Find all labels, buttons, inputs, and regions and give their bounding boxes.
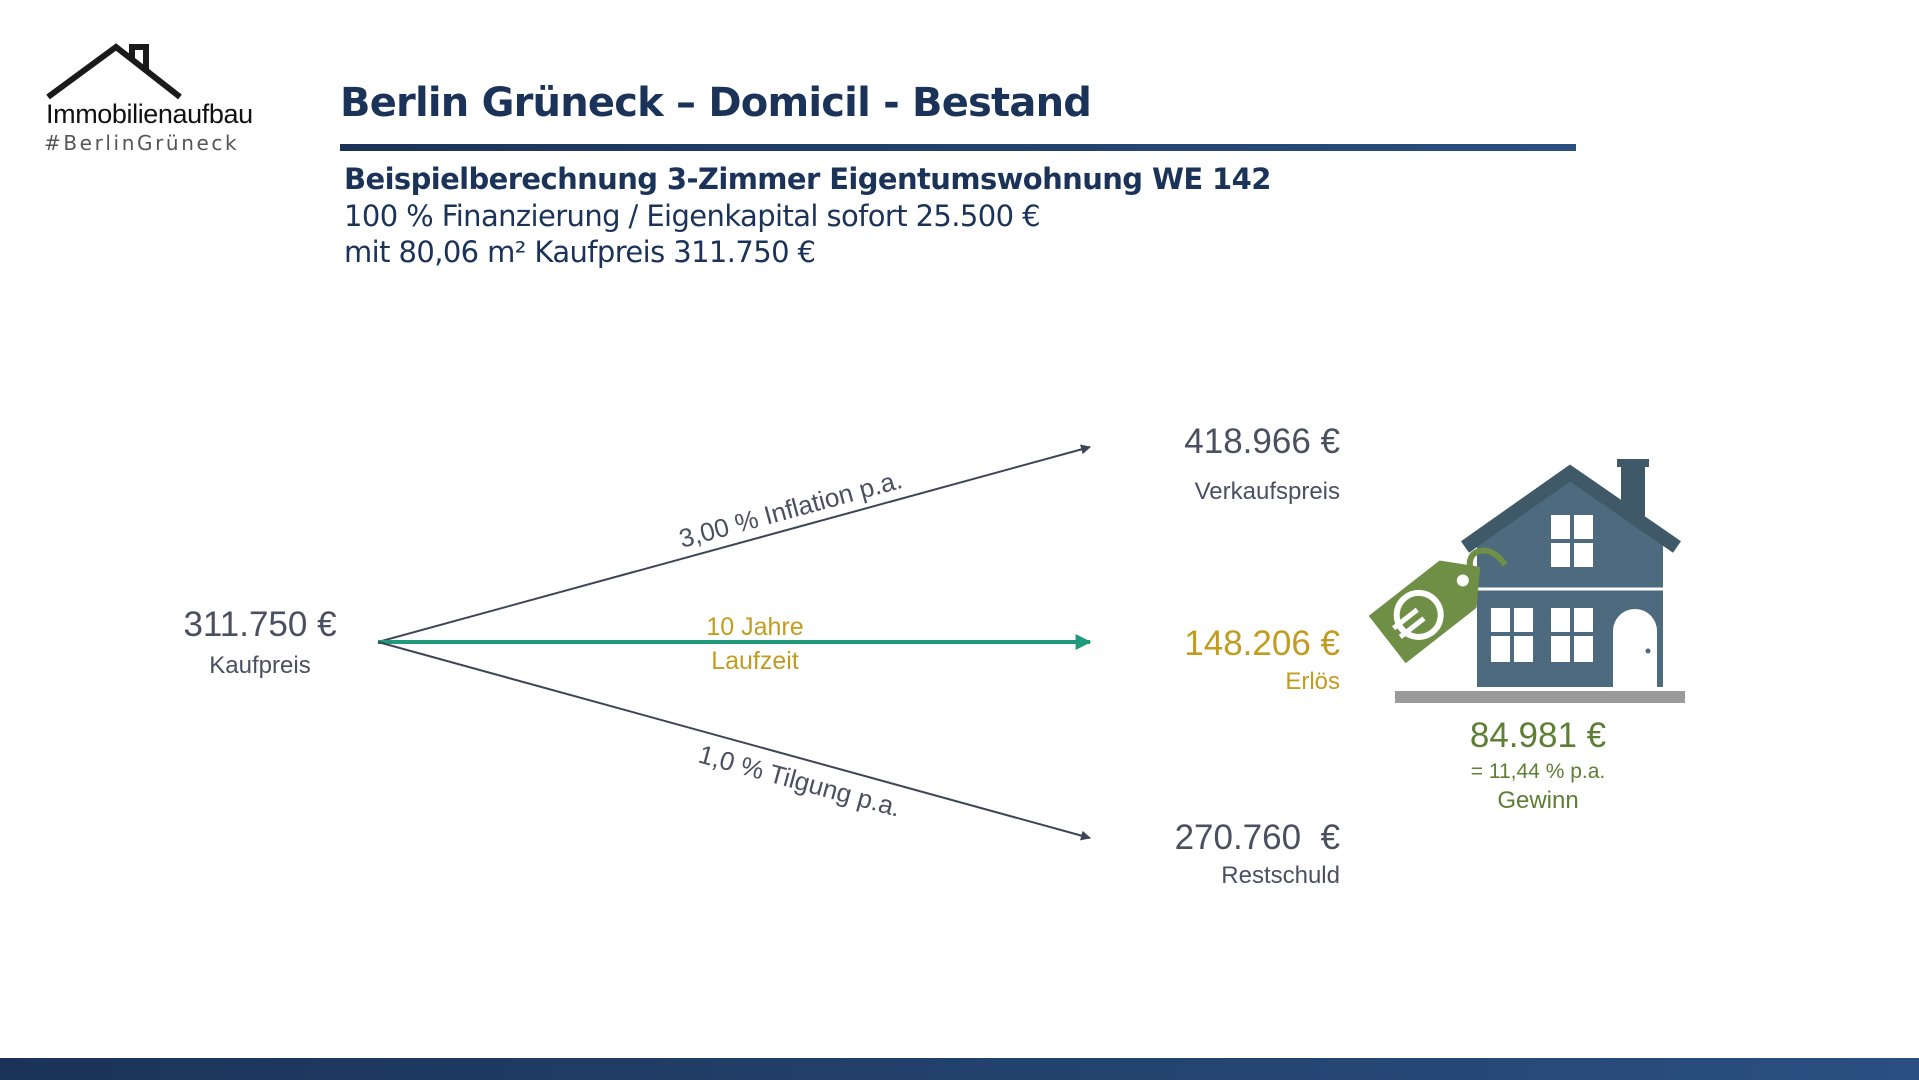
logo-tagline: #BerlinGrüneck xyxy=(44,131,240,155)
proceeds-label: Erlös xyxy=(1285,668,1340,695)
footer-bar xyxy=(0,1058,1919,1080)
profit-rate: = 11,44 % p.a. xyxy=(1470,760,1606,783)
purchase-price-label: Kaufpreis xyxy=(209,652,311,679)
sale-price-value: 418.966 € xyxy=(1184,422,1340,461)
remaining-debt-label: Restschuld xyxy=(1221,862,1340,889)
subtitle-line-3: mit 80,06 m² Kaufpreis 311.750 € xyxy=(344,235,816,269)
purchase-price-value: 311.750 € xyxy=(183,605,337,644)
remaining-debt-value: 270.760 € xyxy=(1174,818,1340,857)
repayment-label: 1,0 % Tilgung p.a. xyxy=(695,738,905,823)
subtitle-line-1: Beispielberechnung 3-Zimmer Eigentumswohnung WE 142 xyxy=(344,162,1271,196)
subtitle-line-2: 100 % Finanzierung / Eigenkapital sofort 25.500 € xyxy=(344,199,1040,233)
logo-name: Immobilienaufbau xyxy=(46,99,253,129)
page-title: Berlin Grüneck – Domicil - Bestand xyxy=(340,80,1092,126)
proceeds-value: 148.206 € xyxy=(1184,624,1340,663)
profit-label: Gewinn xyxy=(1497,787,1579,814)
inflation-label: 3,00 % Inflation p.a. xyxy=(675,464,906,554)
sale-price-label: Verkaufspreis xyxy=(1194,478,1340,505)
profit-value: 84.981 € xyxy=(1469,716,1607,755)
house-with-euro-tag-icon xyxy=(1365,455,1695,710)
term-label-years: 10 Jahre xyxy=(706,613,804,641)
term-label-duration: Laufzeit xyxy=(711,647,799,675)
